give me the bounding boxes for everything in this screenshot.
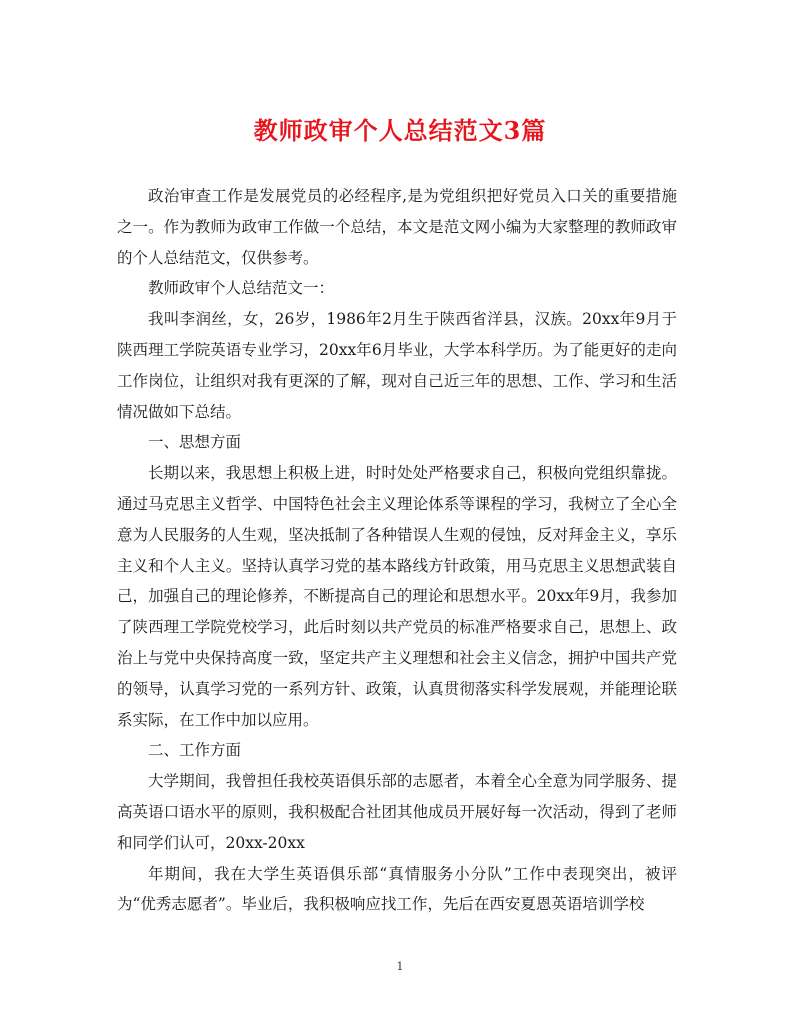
document-body <box>117 181 677 920</box>
section-heading-thought: 一、思想方面 <box>148 433 242 452</box>
thought-paragraph: 长期以来，我思想上积极上进，时时处处严格要求自己，积极向党组织靠拢。通过马克思主义哲学、中国特色社会主义理论体系等课程的学习，我树立了全心全意为人民服务的人生观，坚决抵制了各种错误人生观的侵蚀，反对拜金主义，享乐主义和个人主义。坚持认真学习党的基本路线方针政策，用马克思主义思想武装自己，加强自己的理论修养，不断提高自己的理论和思想水平。20xx年9月，我参加了陕西理工学院党校学习，此后时刻以共产党员的标准严格要求自己，思想上、政治上与党中央保持高度一致，坚定共产主义理想和社会主义信念，拥护中国共产党的领导，认真学习党的一系列方针、政策，认真贯彻落实科学发展观，并能理论联系实际，在工作中加以应用。 <box>117 464 677 729</box>
work-paragraph: 大学期间，我曾担任我校英语俱乐部的志愿者，本着全心全意为同学服务、提高英语口语水平的原则，我积极配合社团其他成员开展好每一次活动，得到了老师和同学们认可，20xx-20xx <box>117 772 677 852</box>
section-heading-work: 二、工作方面 <box>148 741 242 760</box>
sample-heading: 教师政审个人总结范文一： <box>148 279 335 298</box>
intro-paragraph: 政治审查工作是发展党员的必经程序,是为党组织把好党员入口关的重要措施之一。作为教师为政审工作做一个总结，本文是范文网小编为大家整理的教师政审的个人总结范文，仅供参考。 <box>117 187 677 267</box>
personal-info-paragraph: 我叫李润丝，女，26岁，1986年2月生于陕西省洋县，汉族。20xx年9月于陕西理工学院英语专业学习，20xx年6月毕业，大学本科学历。为了能更好的走向工作岗位，让组织对我有更深的了解，现对自己近三年的思想、工作、学习和生活情况做如下总结。 <box>117 310 677 421</box>
work-paragraph-continued: 年期间，我在大学生英语俱乐部“真情服务小分队”工作中表现突出，被评为“优秀志愿者”。毕业后，我积极响应找工作，先后在西安夏恩英语培训学校 <box>117 864 677 914</box>
page-number: 1 <box>396 960 404 973</box>
document-title: 教师政审个人总结范文3篇 <box>253 116 547 145</box>
